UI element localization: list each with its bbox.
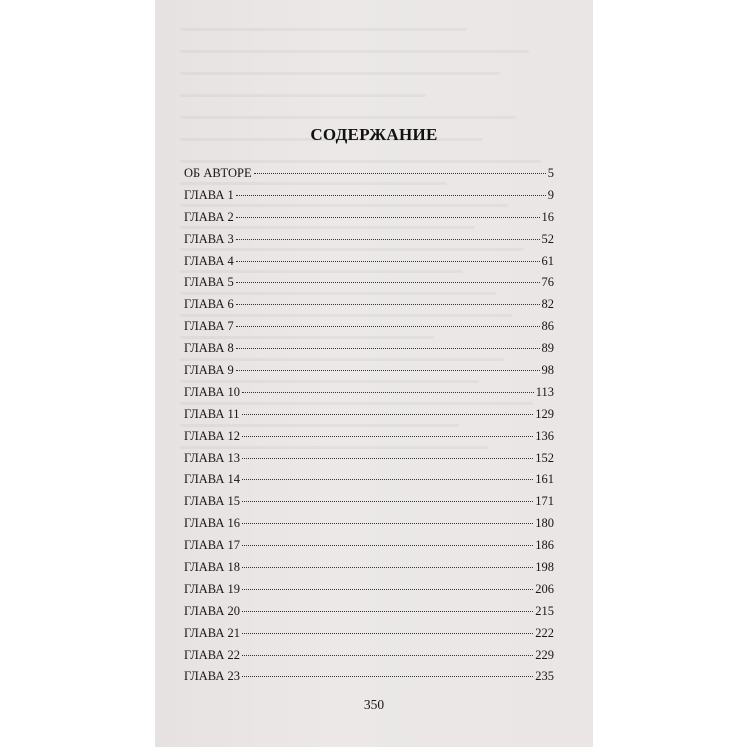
dot-leader xyxy=(236,261,540,262)
toc-entry-page: 89 xyxy=(541,341,554,356)
toc-entry[interactable] xyxy=(184,360,554,382)
dot-leader xyxy=(242,479,533,480)
toc-entry-page: 113 xyxy=(535,384,554,399)
toc-entry[interactable] xyxy=(184,469,554,491)
dot-leader xyxy=(236,195,546,196)
toc-entry[interactable] xyxy=(184,207,554,229)
toc-entry-label: ГЛАВА 23 xyxy=(184,669,240,684)
toc-entry-page: 9 xyxy=(547,187,554,202)
toc-entry[interactable] xyxy=(184,513,554,535)
toc-entry-label: ГЛАВА 18 xyxy=(184,560,240,575)
dot-leader xyxy=(242,392,534,393)
toc-entry[interactable] xyxy=(184,229,554,251)
dot-leader xyxy=(236,217,540,218)
toc-entry[interactable] xyxy=(184,535,554,557)
toc-entry-label: ГЛАВА 5 xyxy=(184,275,234,290)
toc-entry[interactable] xyxy=(184,251,554,273)
toc-entry-label: ГЛАВА 1 xyxy=(184,187,234,202)
toc-entry[interactable] xyxy=(184,666,554,688)
toc-entry-page: 206 xyxy=(535,581,554,596)
toc-entry-label: ГЛАВА 20 xyxy=(184,603,240,618)
dot-leader xyxy=(242,436,533,437)
toc-entry-label: ГЛАВА 21 xyxy=(184,625,240,640)
toc-entry-label: ГЛАВА 16 xyxy=(184,516,240,531)
toc-entry-page: 82 xyxy=(541,297,554,312)
page-number: 350 xyxy=(363,697,385,712)
toc-entry-page: 76 xyxy=(541,275,554,290)
dot-leader xyxy=(236,348,540,349)
toc-entry-page: 222 xyxy=(535,625,554,640)
toc-entry[interactable] xyxy=(184,579,554,601)
toc-entry[interactable] xyxy=(184,382,554,404)
dot-leader xyxy=(242,655,533,656)
toc-entry-label: ГЛАВА 22 xyxy=(184,647,240,662)
toc-entry-label: ГЛАВА 13 xyxy=(184,450,240,465)
toc-entry[interactable] xyxy=(184,294,554,316)
toc-entry[interactable] xyxy=(184,316,554,338)
dot-leader xyxy=(242,611,533,612)
toc-entry-page: 136 xyxy=(535,428,554,443)
toc-entry[interactable] xyxy=(184,185,554,207)
toc-entry[interactable] xyxy=(184,338,554,360)
dot-leader xyxy=(236,282,540,283)
toc-entry-page: 215 xyxy=(535,603,554,618)
toc-entry-label: ГЛАВА 3 xyxy=(184,231,234,246)
toc-entry-label: ГЛАВА 17 xyxy=(184,538,240,553)
toc-entry[interactable] xyxy=(184,426,554,448)
toc-entry-page: 235 xyxy=(535,669,554,684)
toc-entry-page: 161 xyxy=(535,472,554,487)
dot-leader xyxy=(242,545,533,546)
toc-entry-page: 152 xyxy=(535,450,554,465)
toc-entry-page: 180 xyxy=(535,516,554,531)
dot-leader xyxy=(236,370,540,371)
toc-entry-page: 171 xyxy=(535,494,554,509)
toc-entry-page: 5 xyxy=(547,166,554,180)
dot-leader xyxy=(242,458,533,459)
toc-entry-label: ГЛАВА 15 xyxy=(184,494,240,509)
toc-entry-page: 198 xyxy=(535,560,554,575)
page-title: СОДЕРЖАНИЕ xyxy=(310,125,438,144)
toc-entry-page: 52 xyxy=(541,231,554,246)
toc-entry-label: ГЛАВА 19 xyxy=(184,581,240,596)
toc-entry[interactable] xyxy=(184,448,554,470)
toc-entry-label: ГЛАВА 2 xyxy=(184,209,234,224)
toc-entry-label: ГЛАВА 7 xyxy=(184,319,234,334)
toc-entry-label: ГЛАВА 14 xyxy=(184,472,240,487)
dot-leader xyxy=(242,414,534,415)
toc-entry-page: 16 xyxy=(541,209,554,224)
dot-leader xyxy=(242,567,533,568)
toc-entry-label: ГЛАВА 12 xyxy=(184,428,240,443)
toc-entry[interactable] xyxy=(184,491,554,513)
dot-leader xyxy=(236,326,540,327)
toc-entry-label: ГЛАВА 9 xyxy=(184,363,234,378)
toc-entry-label: ГЛАВА 11 xyxy=(184,406,240,421)
table-of-contents xyxy=(184,163,554,688)
toc-entry-page: 186 xyxy=(535,538,554,553)
toc-entry-page: 229 xyxy=(535,647,554,662)
toc-entry[interactable] xyxy=(184,601,554,623)
toc-entry[interactable] xyxy=(184,557,554,579)
dot-leader xyxy=(236,304,540,305)
toc-entry-page: 61 xyxy=(541,253,554,268)
dot-leader xyxy=(242,633,533,634)
dot-leader xyxy=(254,173,546,174)
toc-entry[interactable] xyxy=(184,272,554,294)
toc-entry-label: ОБ АВТОРЕ xyxy=(184,166,252,180)
dot-leader xyxy=(242,523,533,524)
dot-leader xyxy=(242,501,533,502)
toc-entry-page: 86 xyxy=(541,319,554,334)
toc-entry-label: ГЛАВА 6 xyxy=(184,297,234,312)
toc-entry[interactable] xyxy=(184,623,554,645)
dot-leader xyxy=(236,239,540,240)
toc-entry-label: ГЛАВА 4 xyxy=(184,253,234,268)
toc-entry[interactable] xyxy=(184,163,554,185)
toc-entry[interactable] xyxy=(184,404,554,426)
dot-leader xyxy=(242,589,533,590)
dot-leader xyxy=(242,676,533,677)
toc-entry[interactable] xyxy=(184,645,554,667)
toc-entry-page: 98 xyxy=(541,363,554,378)
toc-entry-label: ГЛАВА 8 xyxy=(184,341,234,356)
toc-entry-label: ГЛАВА 10 xyxy=(184,384,240,399)
toc-entry-page: 129 xyxy=(535,406,554,421)
